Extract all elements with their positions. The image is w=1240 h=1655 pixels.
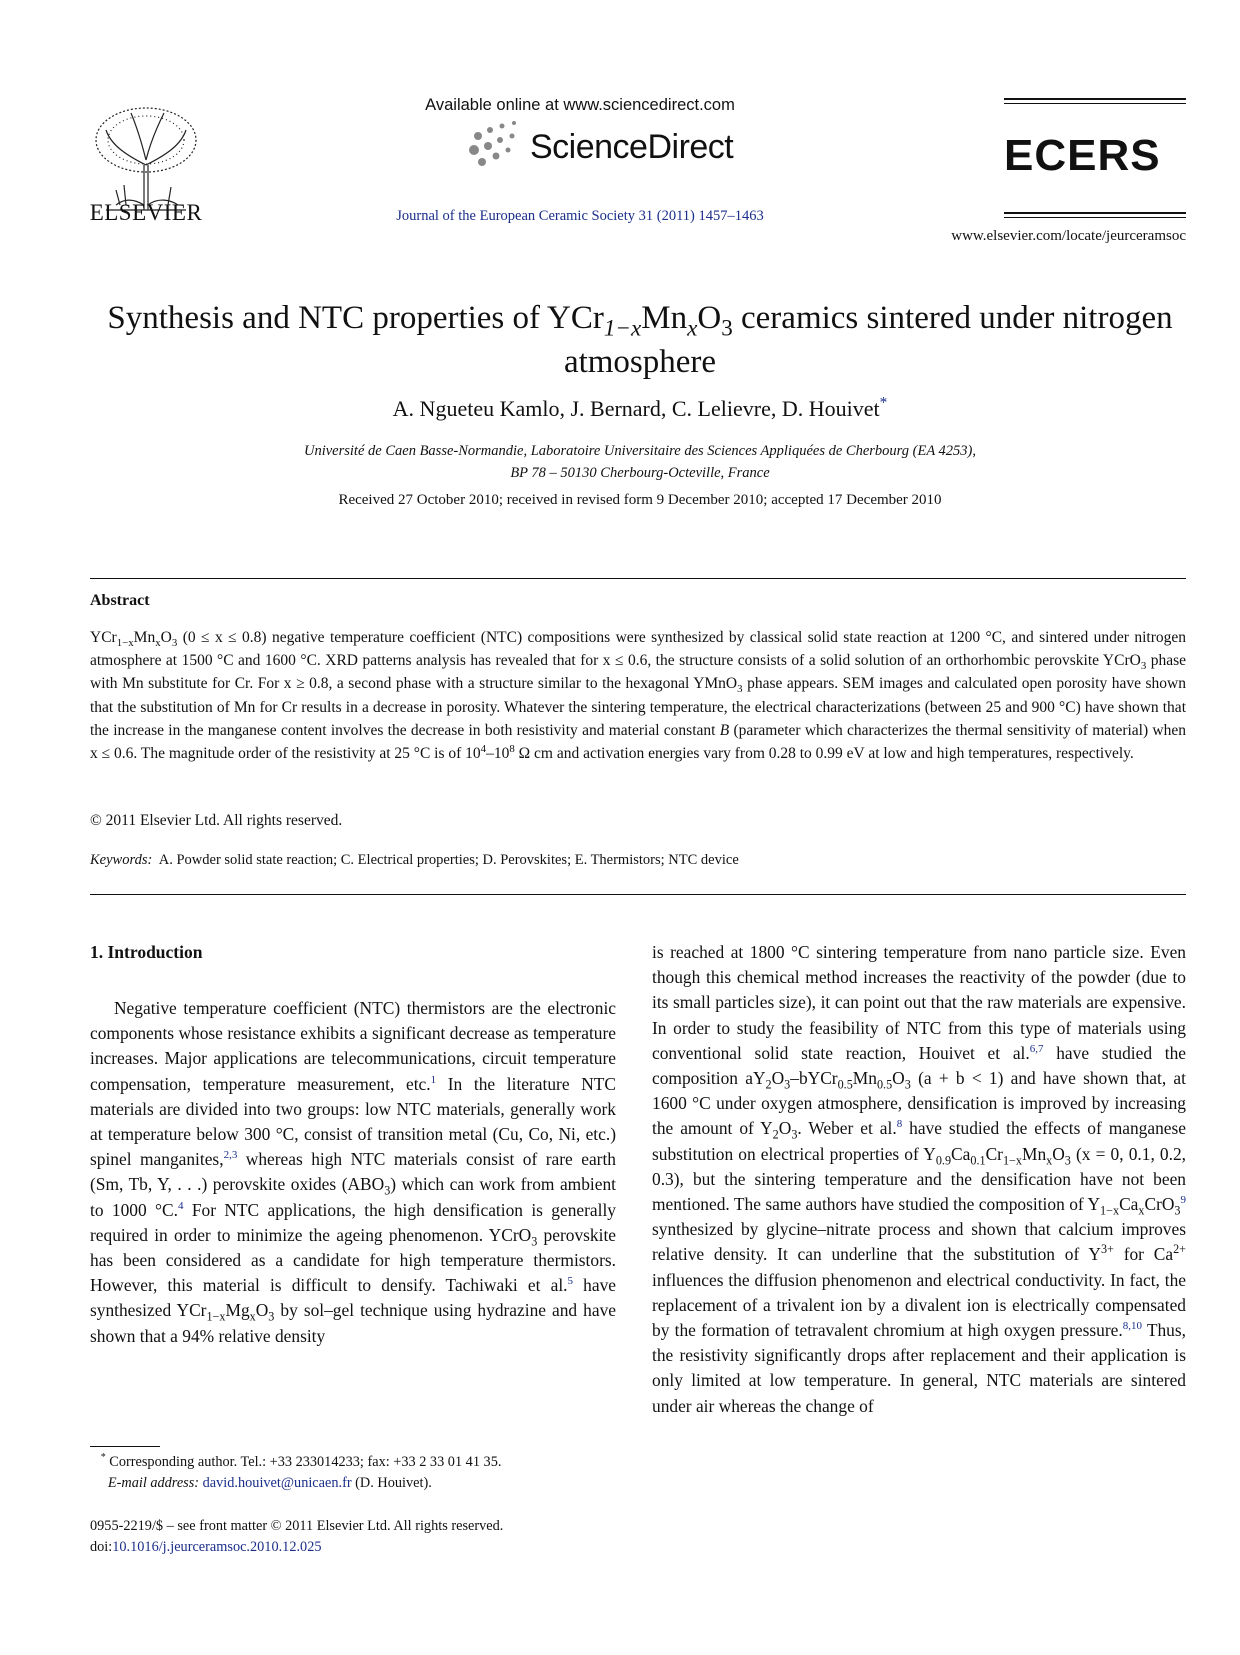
affiliation: Université de Caen Basse-Normandie, Laboratoire Universitaire des Sciences Appliquées de Cherbourg (EA 4253), BP 78 – 50130 Cherbourg-Octeville, France <box>304 443 976 481</box>
corresponding-author-marker[interactable]: * <box>879 394 888 412</box>
footnote-rule <box>90 1446 160 1447</box>
abstract-bottom-rule <box>90 894 1186 895</box>
citation-2-3[interactable]: 2,3 <box>223 1149 238 1162</box>
intro-left-column: Negative temperature coefficient (NTC) thermistors are the electronic components whose resistance exhibits a significant decrease as temperature increases. Major applications are telecommunications, circuit temperature compensation, temperature measurement, etc.$^1$ In the literature NTC materials are divided into two groups: low NTC materials, generally work at temperature below 300 °C, consist of transition metal (Cu, Co, Ni, etc.) spinel manganites,$^{2,3}$ whereas high NTC materials consist of rare earth (Sm, Tb, Y, . . .) perovskite oxides $(ABO_3)$ which can work from ambient to 1000 °C.$^4$ For NTC applications, the high densification is generally required in order to minimize the ageing phenomenon. YCrO$_3$ perovskite has been considered as a candidate for high temperature thermistors. However, this material is difficult to densify. Tachiwaki et al.$^5$ have synthesized $YCr_{1-x}Mg_xO_3$ by sol–gel technique using hydrazine and have shown that a 94% relative density <box>90 998 617 1346</box>
elsevier-wordmark: ELSEVIER <box>89 200 203 225</box>
author-list: A. Ngueteu Kamlo, J. Bernard, C. Lelievre, D. Houivet* <box>392 394 888 421</box>
citation-5[interactable]: 5 <box>567 1275 573 1288</box>
section-heading-introduction: 1. Introduction <box>90 942 203 962</box>
citation-8-10[interactable]: 8,10 <box>1122 1320 1142 1333</box>
ecers-logo: ECERS <box>1004 131 1161 180</box>
doi-link[interactable]: 10.1016/j.jeurceramsoc.2010.12.025 <box>112 1539 322 1555</box>
keywords: Keywords: A. Powder solid state reaction; C. Electrical properties; D. Perovskites; E. Thermistors; NTC device <box>90 852 739 868</box>
ecers-rule-bottom-thin <box>1004 217 1186 218</box>
citation-4[interactable]: 4 <box>177 1199 184 1212</box>
citation-9[interactable]: 9 <box>1180 1194 1186 1207</box>
abstract-copyright: © 2011 Elsevier Ltd. All rights reserved. <box>90 812 343 829</box>
available-online-text: Available online at www.sciencedirect.com <box>425 96 735 114</box>
journal-reference-link[interactable]: Journal of the European Ceramic Society 31 (2011) 1457–1463 <box>396 208 764 224</box>
received-dates: Received 27 October 2010; received in revised form 9 December 2010; accepted 17 December 2010 <box>338 492 942 508</box>
intro-right-column: is reached at 1800 °C sintering temperature from nano particle size. Even though this chemical method increases the reactivity of the powder (due to its small particles size), it can point out that the raw materials are expensive. In order to study the feasibility of NTC from this type of materials using conventional solid state reaction, Houivet et al.$^{6,7}$ have studied the composition $aY_2O_3-bYCr_{0.5}Mn_{0.5}O_3$ (a + b < 1) and have shown that, at 1600 °C under oxygen atmosphere, densification is improved by increasing the amount of $Y_2O_3$. Weber et al.$^8$ have studied the effects of manganese substitution on electrical properties of $Y_{0.9}Ca_{0.1}Cr_{1-x}Mn_xO_3$ (x = 0, 0.1, 0.2, 0.3), but the sintering temperature and the densification have not been mentioned. The same authors have studied the composition of $Y_{1-x}Ca_xCrO_3^9$ synthesized by glycine–nitrate process and shown that calcium improves relative density. It can underline that the substitution of $Y^{3+}$ for $Ca^{2+}$ influences the diffusion phenomenon and electrical conductivity. In fact, the replacement of a trivalent ion by a divalent ion is electrically compensated by the formation of tetravalent chromium at high oxygen pressure.$^{8,10}$ Thus, the resistivity significantly drops after replacement and their application is only limited at low temperature. In general, NTC materials are sintered under air whereas the change of <box>652 942 1187 1416</box>
front-matter: 0955-2219/$ – see front matter © 2011 Elsevier Ltd. All rights reserved. doi:10.1016/j.jeurceramsoc.2010.12.025 <box>90 1518 504 1555</box>
corresponding-author-footnote: * Corresponding author. Tel.: +33 233014233; fax: +33 2 33 01 41 35. E-mail address: david.houivet@unicaen.fr (D. Houivet). <box>100 1452 502 1491</box>
citation-1[interactable]: 1 <box>430 1073 437 1086</box>
author-email-link[interactable]: david.houivet@unicaen.fr <box>202 1475 352 1491</box>
citation-8[interactable]: 8 <box>896 1118 903 1131</box>
abstract-top-rule <box>90 578 1186 579</box>
abstract-heading: Abstract <box>90 592 150 609</box>
article-title: Synthesis and NTC properties of $YCr_{1-x}Mn_xO_3$ ceramics sintered under nitrogen atmosphere <box>107 300 1173 380</box>
sciencedirect-wordmark: ScienceDirect <box>530 128 734 166</box>
ecers-rule-bottom <box>1004 212 1186 214</box>
journal-url[interactable]: www.elsevier.com/locate/jeurceramsoc <box>951 228 1186 244</box>
abstract-text: $YCr_{1-x}Mn_xO_3$ (0 ≤ x ≤ 0.8) negative temperature coefficient (NTC) compositions were synthesized by classical solid state reaction at 1200 °C, and sintered under nitrogen atmosphere at 1500 °C and 1600 °C. XRD patterns analysis has revealed that for x ≤ 0.6, the structure consists of a solid solution of an orthorhombic perovskite YCrO$_3$ phase with Mn substitute for Cr. For x ≥ 0.8, a second phase with a structure similar to the hexagonal YMnO$_3$ phase appears. SEM images and calculated open porosity have shown that the substitution of Mn for Cr results in a decrease in porosity. Whatever the sintering temperature, the electrical characterizations (between 25 and 900 °C) have shown that the increase in the manganese content involves the decrease in both resistivity and material constant B (parameter which characterizes the thermal sensitivity of material) when x ≤ 0.6. The magnitude order of the resistivity at 25 °C is of $10^4-10^8$ Ω cm and activation energies vary from 0.28 to 0.99 eV at low and high temperatures, respectively. <box>90 629 1186 763</box>
citation-6-7[interactable]: 6,7 <box>1029 1043 1044 1056</box>
ecers-rule-top <box>1004 98 1186 100</box>
ecers-rule-top-thin <box>1004 103 1186 104</box>
